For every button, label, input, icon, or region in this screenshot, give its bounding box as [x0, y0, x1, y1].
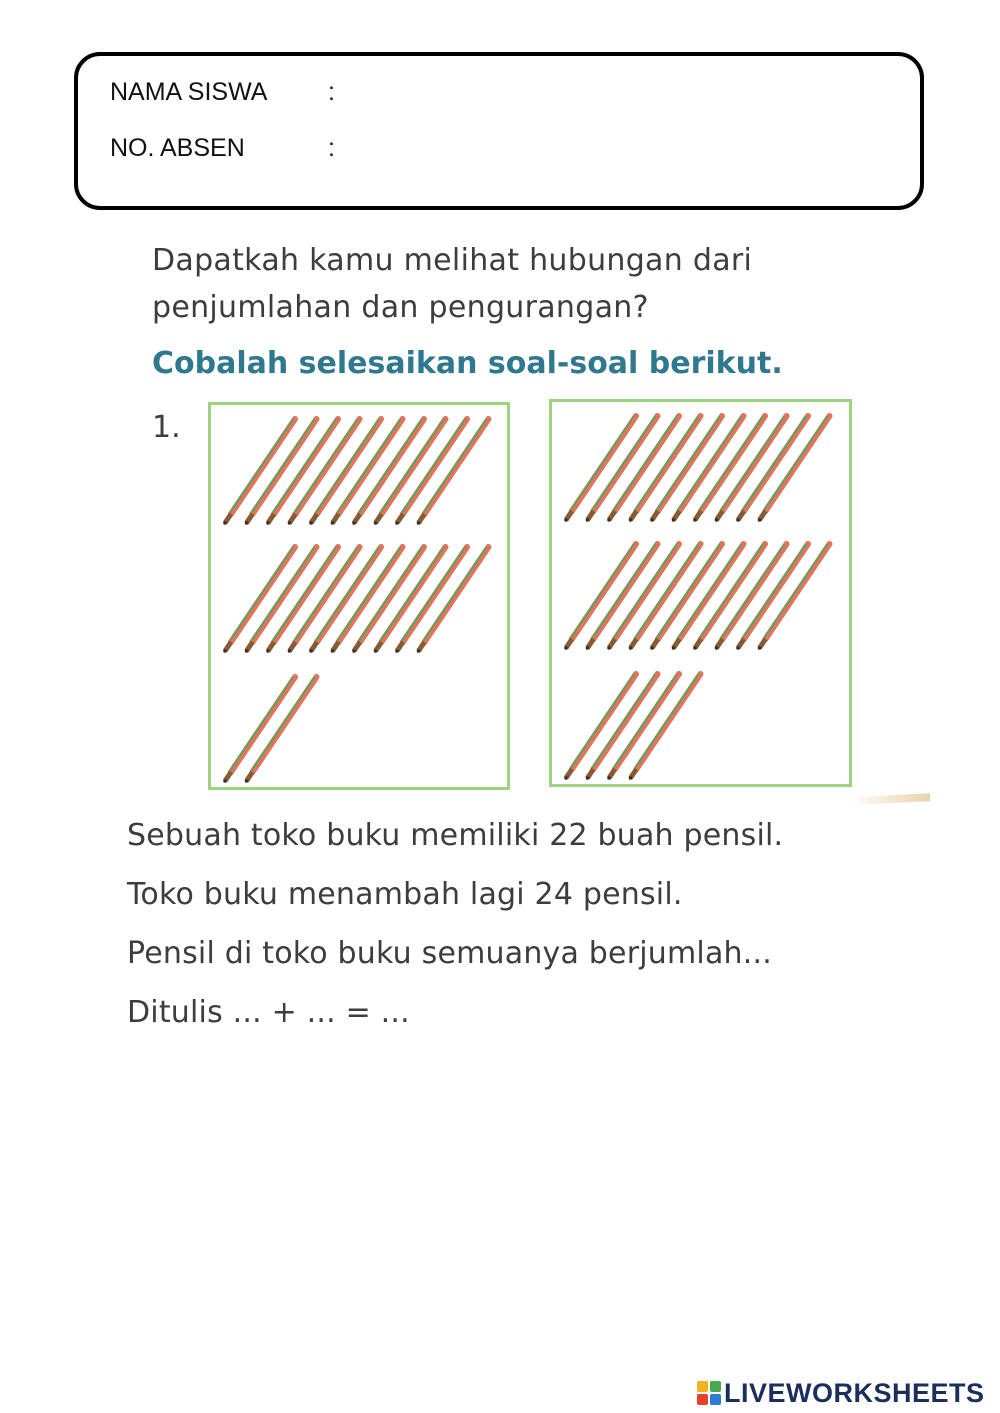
- pencils-left-illustration: [211, 405, 513, 793]
- story-line-3: Pensil di toko buku semuanya berjumlah...: [127, 936, 772, 971]
- pencil: [629, 674, 701, 780]
- absen-row: [110, 134, 335, 163]
- pencil-group-left: [208, 402, 510, 790]
- story-line-2: Toko buku menambah lagi 24 pensil.: [127, 877, 683, 912]
- pencil: [245, 677, 317, 783]
- student-name-row: [110, 78, 335, 107]
- pencils-right-illustration: [552, 402, 855, 790]
- logo-tile: [697, 1381, 708, 1392]
- page-shadow-decoration: [858, 793, 930, 805]
- logo-text: LIVEWORKSHEETS: [724, 1377, 985, 1408]
- absen-colon: :: [328, 134, 335, 162]
- pencil: [758, 416, 830, 522]
- logo-tile: [697, 1394, 708, 1405]
- pencil-group-right: [549, 399, 852, 787]
- student-name-colon: :: [328, 78, 335, 106]
- story-line-1: Sebuah toko buku memiliki 22 buah pensil.: [127, 818, 784, 853]
- student-info-box: [74, 52, 924, 210]
- story-line-4: Ditulis ... + ... = ...: [127, 995, 410, 1030]
- question-line-1: Dapatkah kamu melihat hubungan dari: [152, 243, 753, 278]
- question-line-2: penjumlahan dan pengurangan?: [152, 290, 649, 325]
- liveworksheets-logo: [697, 1376, 985, 1410]
- instruction-text: Cobalah selesaikan soal-soal berikut.: [152, 346, 783, 381]
- logo-mark-icon: [697, 1381, 721, 1405]
- absen-label: NO. ABSEN: [110, 134, 245, 162]
- question-number: 1.: [152, 410, 181, 445]
- pencil: [417, 419, 489, 525]
- pencil: [417, 547, 489, 653]
- pencil: [758, 544, 830, 650]
- logo-tile: [710, 1381, 721, 1392]
- student-name-label: NAMA SISWA: [110, 78, 268, 106]
- logo-tile: [710, 1394, 721, 1405]
